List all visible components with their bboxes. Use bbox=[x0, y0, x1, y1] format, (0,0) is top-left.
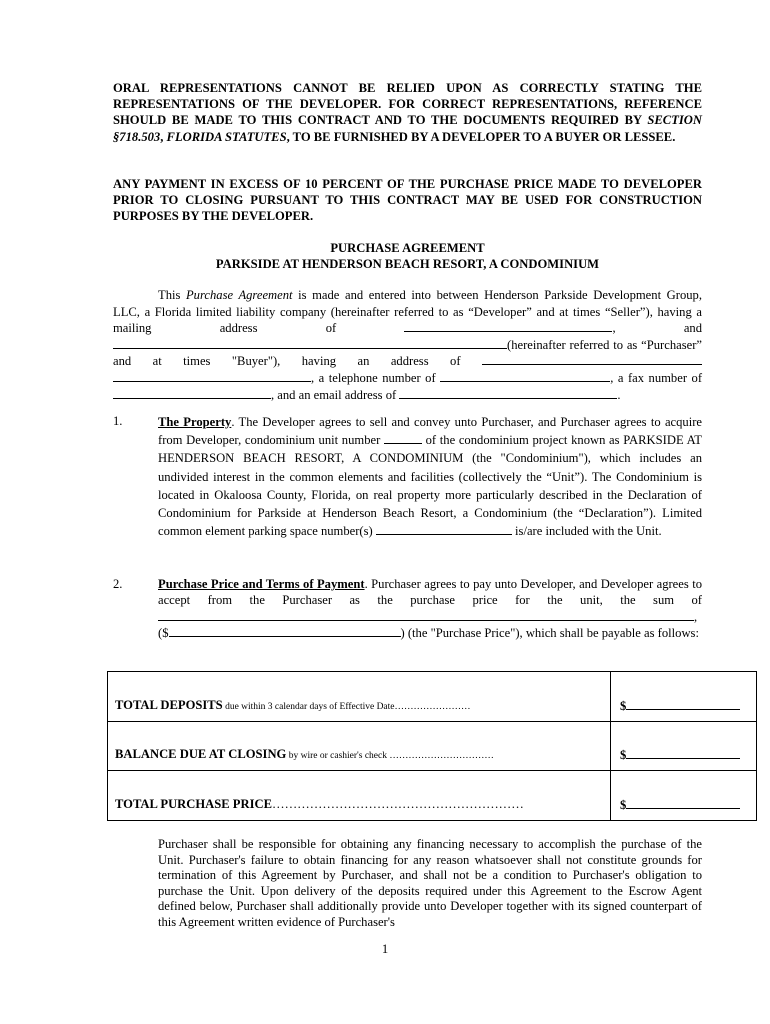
page-number: 1 bbox=[381, 942, 389, 956]
property-section: The Property. The Developer agrees to sell and convey unto Purchaser, and Purchaser agrees to acquire from Developer, condominium unit number of the condominium project known as PARKSIDE AT HENDERSON BEACH RESORT, A CONDOMINIUM (the "Condominium"), which includes an undivided interest in the common elements and facilities (collectively the “Unit”). The Condominium is located in Okaloosa County, Florida, on real property more particularly described in the Declaration of Condominium for Parkside at Henderson Beach Resort, a Condominium (the “Declaration”). Limited common element parking space number(s) is/are included with the Unit. bbox=[158, 415, 703, 539]
intro-paragraph: This Purchase Agreement is made and entered into between Henderson Parkside Development Group, LLC, a Florida limited liability company (hereinafter referred to as “Developer” and at times “Seller”), having a mailing address of , and (hereinafter referred to as “Purchaser” and at times "Buyer"), having an address of , a telephone number of , a fax number of , and an email address of . bbox=[113, 288, 703, 402]
payment-notice: ANY PAYMENT IN EXCESS OF 10 PERCENT OF THE PURCHASE PRICE MADE TO DEVELOPER PRIOR TO CLOSING PURSUANT TO THIS CONTRACT MAY BE USED FOR CONSTRUCTION PURPOSES BY THE DEVELOPER. bbox=[113, 177, 702, 224]
unit-number-blank[interactable] bbox=[384, 432, 422, 444]
price-amount-blank[interactable] bbox=[169, 625, 401, 637]
total-purchase-price-label: TOTAL PURCHASE PRICE…………………………………………………… bbox=[115, 797, 524, 811]
fax-blank[interactable] bbox=[113, 387, 271, 399]
total-deposits-amount[interactable]: $ bbox=[620, 698, 740, 714]
email-blank[interactable] bbox=[399, 387, 617, 399]
telephone-blank[interactable] bbox=[440, 370, 610, 382]
balance-due-label: BALANCE DUE AT CLOSING by wire or cashier's check …………………………… bbox=[115, 747, 494, 761]
purchase-price-heading: Purchase Price and Terms of Payment bbox=[158, 577, 365, 591]
oral-representations-notice: ORAL REPRESENTATIONS CANNOT BE RELIED UPON AS CORRECTLY STATING THE REPRESENTATIONS OF THE DEVELOPER. FOR CORRECT REPRESENTATIONS, REFERENCE SHOULD BE MADE TO THIS CONTRACT AND TO THE DOCUMENTS REQUIRED BY SECTION §718.503, FLORIDA STATUTES, TO BE FURNISHED BY A DEVELOPER TO A BUYER OR LESSEE. bbox=[113, 81, 702, 144]
column-divider bbox=[610, 672, 611, 820]
item-number: 2. bbox=[113, 577, 123, 591]
purchase-price-section: Purchase Price and Terms of Payment. Purchaser agrees to pay unto Developer, and Developer agrees to accept from the Purchaser as the purchase price for the unit, the sum of , ($ ) (the "Purchase Price"), which shall be payable as follows: bbox=[158, 577, 702, 641]
price-words-blank[interactable] bbox=[158, 609, 694, 621]
purchaser-address-blank-2[interactable] bbox=[113, 370, 311, 382]
total-deposits-label: TOTAL DEPOSITS due within 3 calendar days of Effective Date…………………… bbox=[115, 698, 471, 712]
payment-schedule-table bbox=[107, 671, 757, 821]
condominium-title: PARKSIDE AT HENDERSON BEACH RESORT, A CONDOMINIUM bbox=[215, 257, 600, 271]
purchaser-name-blank[interactable] bbox=[113, 337, 507, 349]
total-purchase-price-amount[interactable]: $ bbox=[620, 797, 740, 813]
seller-address-blank[interactable] bbox=[404, 320, 612, 332]
balance-due-amount[interactable]: $ bbox=[620, 747, 740, 763]
item-number: 1. bbox=[113, 414, 123, 428]
agreement-title: PURCHASE AGREEMENT bbox=[330, 241, 485, 255]
row-divider bbox=[108, 770, 756, 771]
property-heading: The Property bbox=[158, 415, 232, 429]
row-divider bbox=[108, 721, 756, 722]
parking-space-blank[interactable] bbox=[376, 523, 512, 535]
purchaser-address-blank[interactable] bbox=[482, 353, 702, 365]
financing-paragraph: Purchaser shall be responsible for obtaining any financing necessary to accomplish the purchase of the Unit. Purchaser's failure to obtain financing for any reason whatsoever shall not constitute grounds for termination of this Agreement by Purchaser, and shall not be a condition to Purchaser's obligation to purchase the Unit. Upon delivery of the deposits required under this Agreement to the Escrow Agent defined below, Purchaser shall additionally provide unto Developer together with its signed counterpart of this Agreement written evidence of Purchaser's bbox=[158, 837, 702, 929]
